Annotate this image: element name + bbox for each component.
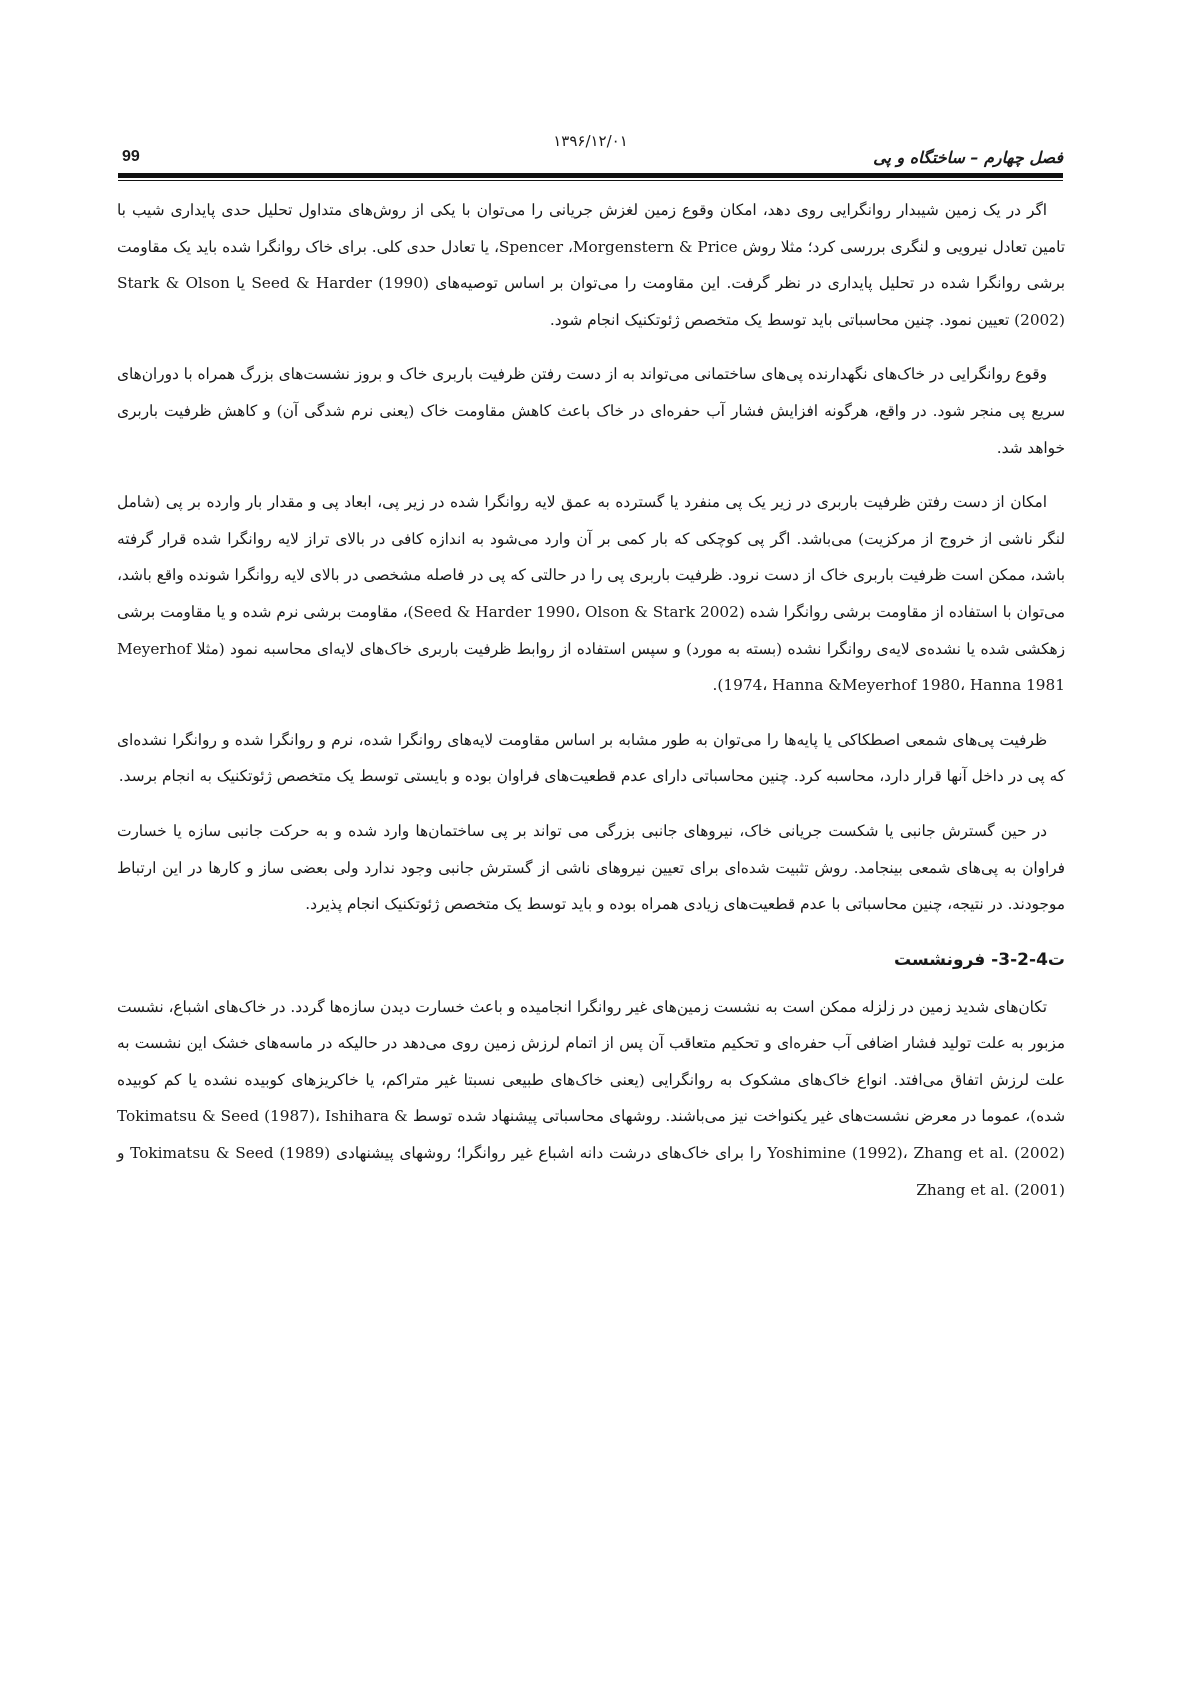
- paragraph-6: تکان‌های شدید زمین در زلزله ممکن است به نشست زمین‌های غیر روانگرا انجامیده و باعث خسارت دیدن سازه‌ها گردد. در خاک‌های اشباع، نشست مزبور به علت تولید فشار اضافی آب حفره‌ای و تحکیم متعاقب آن پس از اتمام لرزش زمین روی می‌دهد در حالیکه در ماسه‌های خشک این نشست به علت لرزش اتفاق می‌افتد. انواع خاک‌های مشکوک به روانگرایی (یعنی خاک‌های طبیعی نسبتا غیر متراکم، یا خاکریزهای کوبیده نشده یا کم کوبیده شده)، عموما در معرض نشست‌های غیر یکنواخت نیز می‌باشند. روشهای محاسباتی پیشنهاد شده توسط Tokimatsu & Seed (1987)، Ishihara & Yoshimine (1992)، Zhang et al. (2002) را برای خاک‌های درشت دانه اشباع غیر روانگرا؛ روشهای پیشنهادی Tokimatsu & Seed (1989) و Zhang et al. (2001): [117, 997, 1065, 1199]
- paragraph-3: امکان از دست رفتن ظرفیت باربری در زیر یک پی منفرد یا گسترده به عمق لایه روانگرا شده در زیر پی، ابعاد پی و مقدار بار وارده بر پی (شامل لنگر ناشی از خروج از مرکزیت) می‌باشد. اگر پی کوچکی که بار کمی بر آن وارد می‌شود به اندازه کافی در بالای تراز لایه روانگرا شده قرار گرفته باشد، ممکن است ظرفیت باربری خاک از دست نرود. ظرفیت باربری پی را در حالتی که پی در فاصله مشخصی در بالای لایه روانگرا شونده واقع باشد، می‌توان با استفاده از مقاومت برشی روانگرا شده (Seed & Harder 1990، Olson & Stark 2002)، مقاومت برشی نرم شده و یا مقاومت برشی زهکشی شده یا نشده‌ی لایه‌ی روانگرا نشده (بسته به مورد) و سپس استفاده از روابط ظرفیت باربری خاک‌های لایه‌ای محاسبه نمود (مثلا Meyerhof 1974، Hanna &Meyerhof 1980، Hanna 1981).: [117, 493, 1065, 695]
- header-rule-thin: [118, 180, 1063, 181]
- header-rule: [118, 173, 1063, 178]
- chapter-title: فصل چهارم – ساختگاه و پی: [873, 148, 1063, 167]
- paragraph-4: ظرفیت پی‌های شمعی اصطکاکی یا پایه‌ها را می‌توان به طور مشابه بر اساس مقاومت لایه‌های روانگرا شده، نرم و روانگرا شده و روانگرا نشده‌ای که پی در داخل آنها قرار دارد، محاسبه کرد. چنین محاسباتی دارای عدم قطعیت‌های فراوان بوده و بایستی توسط یک متخصص ژئوتکنیک به انجام برسد.: [117, 730, 1065, 786]
- paragraph-5: در حین گسترش جانبی یا شکست جریانی خاک، نیروهای جانبی بزرگی می تواند بر پی ساختمان‌ها وارد شده و به حرکت جانبی سازه یا خسارت فراوان به پی‌های شمعی بینجامد. روش تثبیت شده‌ای برای تعیین نیروهای ناشی از گسترش جانبی وجود ندارد ولی بعضی ساز و کارها در این ارتباط موجودند. در نتیجه، چنین محاسباتی با عدم قطعیت‌های زیادی همراه بوده و باید توسط یک متخصص ژئوتکنیک انجام پذیرد.: [117, 821, 1065, 914]
- header-date: ۱۳۹۶/۱۲/۰۱: [553, 132, 628, 150]
- section-heading: ت4-2-3- فرونشست: [894, 949, 1065, 970]
- page-header: [118, 128, 1063, 174]
- paragraph-2: وقوع روانگرایی در خاک‌های نگهدارنده پی‌های ساختمانی می‌تواند به از دست رفتن ظرفیت باربری خاک و بروز نشست‌های بزرگ همراه با دوران‌های سریع پی منجر شود. در واقع، هرگونه افزایش فشار آب حفره‌ای در خاک باعث کاهش مقاومت خاک (یعنی نرم شدگی آن) و کاهش ظرفیت باربری خواهد شد.: [117, 365, 1065, 457]
- paragraph-1: اگر در یک زمین شیبدار روانگرایی روی دهد، امکان وقوع زمین لغزش جریانی را می‌توان با یکی از روش‌های متداول تحلیل حدی پایداری شیب با تامین تعادل نیرویی و لنگری بررسی کرد؛ مثلا روش Spencer ،Morgenstern & Price، یا تعادل حدی کلی. برای خاک روانگرا شده باید یک مقاومت برشی روانگرا شده در تحلیل پایداری در نظر گرفت. این مقاومت را می‌توان بر اساس توصیه‌های Seed & Harder (1990) یا Stark & Olson (2002) تعیین نمود. چنین محاسباتی باید توسط یک متخصص ژئوتکنیک انجام شود.: [117, 201, 1066, 329]
- page-body: [117, 192, 1065, 1226]
- page-number: 99: [122, 148, 140, 165]
